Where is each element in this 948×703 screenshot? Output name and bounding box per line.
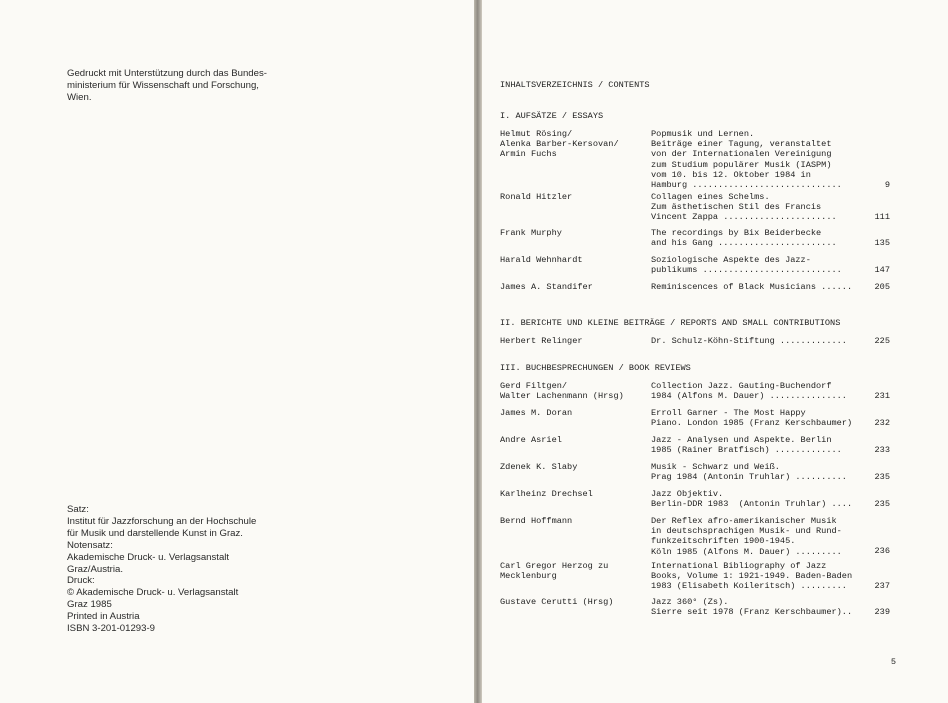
book-gutter — [474, 0, 482, 703]
entry-title: Reminiscences of Black Musicians ...... — [651, 282, 853, 292]
entry-author: Karlheinz Drechsel — [500, 489, 593, 499]
imprint-line: Printed in Austria — [67, 611, 140, 623]
imprint-line: Satz: — [67, 504, 89, 515]
imprint-line: Graz 1985 — [67, 599, 112, 611]
entry-author: Andre Asriel — [500, 435, 562, 445]
note-line: Wien. — [67, 91, 92, 103]
entry-page-number: 147 — [874, 265, 890, 275]
imprint-line: für Musik und darstellende Kunst in Graz. — [67, 527, 243, 539]
note-line: Gedruckt mit Unterstützung durch das Bundes- — [67, 68, 267, 79]
entry-page-number: 237 — [874, 581, 890, 591]
right-page — [482, 0, 948, 703]
entry-page-number: 111 — [874, 212, 890, 222]
printing-support-note — [67, 68, 297, 104]
entry-title: Collagen eines Schelms. Zum ästhetischen Stil des Francis Vincent Zappa ...................... — [651, 192, 837, 223]
entry-author: Helmut Rösing/ Alenka Barber-Kersovan/ Armin Fuchs — [500, 129, 619, 160]
entry-author: Bernd Hoffmann — [500, 516, 573, 526]
contents-heading: INHALTSVERZEICHNIS / CONTENTS — [500, 80, 650, 90]
entry-author: Gustave Cerutti (Hrsg) — [500, 597, 614, 607]
entry-author: Zdenek K. Slaby — [500, 462, 578, 472]
entry-title: Dr. Schulz-Köhn-Stiftung ............. — [651, 336, 847, 346]
section-heading-essays: I. AUFSÄTZE / ESSAYS — [500, 111, 604, 121]
entry-title: Musik - Schwarz und Weiß. Prag 1984 (Antonin Truhlar) .......... — [651, 462, 847, 483]
toc — [500, 0, 890, 703]
entry-title: Soziologische Aspekte des Jazz- publikums ........................... — [651, 255, 842, 276]
entry-page-number: 235 — [874, 472, 890, 482]
entry-title: Erroll Garner - The Most Happy Piano. London 1985 (Franz Kerschbaumer) — [651, 408, 853, 429]
entry-title: The recordings by Bix Beiderbecke and his Gang ....................... — [651, 228, 837, 249]
entry-title: Jazz Objektiv. Berlin-DDR 1983 (Antonin Truhlar) .... — [651, 489, 853, 510]
entry-page-number: 232 — [874, 418, 890, 428]
entry-author: Frank Murphy — [500, 228, 562, 238]
entry-page-number: 231 — [874, 391, 890, 401]
imprint-line: Akademische Druck- u. Verlagsanstalt — [67, 551, 230, 563]
imprint-line: Institut für Jazzforschung an der Hochschule — [67, 515, 257, 527]
section-heading-reports: II. BERICHTE UND KLEINE BEITRÄGE / REPORTS AND SMALL CONTRIBUTIONS — [500, 318, 841, 328]
section-heading-book-reviews: III. BUCHBESPRECHUNGEN / BOOK REVIEWS — [500, 363, 691, 373]
entry-page-number: 239 — [874, 607, 890, 617]
entry-title: International Bibliography of Jazz Books, Volume 1: 1921-1949. Baden-Baden 1983 (Elisabeth Koileritsch) ......... — [651, 561, 853, 592]
entry-page-number: 235 — [874, 499, 890, 509]
entry-author: Herbert Relinger — [500, 336, 583, 346]
entry-page-number: 135 — [874, 238, 890, 248]
note-line: ministerium für Wissenschaft und Forschung, — [67, 79, 259, 91]
entry-author: Harald Wehnhardt — [500, 255, 583, 265]
entry-title: Jazz 360° (Zs). Sierre seit 1978 (Franz Kerschbaumer).. — [651, 597, 853, 618]
imprint-line: Druck: — [67, 575, 95, 587]
entry-title: Collection Jazz. Gauting-Buchendorf 1984 (Alfons M. Dauer) ............... — [651, 381, 847, 402]
entry-author: James A. Standifer — [500, 282, 593, 292]
entry-page-number: 233 — [874, 445, 890, 455]
imprint-block — [67, 504, 307, 635]
entry-author: Gerd Filtgen/ Walter Lachenmann (Hrsg) — [500, 381, 624, 402]
entry-title: Jazz - Analysen und Aspekte. Berlin 1985 (Rainer Bratfisch) ............. — [651, 435, 842, 456]
entry-author: Ronald Hitzler — [500, 192, 573, 202]
imprint-line: © Akademische Druck- u. Verlagsanstalt — [67, 587, 239, 599]
entry-page-number: 205 — [874, 282, 890, 292]
imprint-line: ISBN 3-201-01293-9 — [67, 623, 155, 635]
entry-title: Der Reflex afro-amerikanischer Musik in deutschsprachigen Musik- und Rund- funkzeitschriften 1900-1945. Köln 1985 (Alfons M. Dauer) ......... — [651, 516, 842, 557]
entry-author: James M. Doran — [500, 408, 573, 418]
entry-page-number: 225 — [874, 336, 890, 346]
imprint-line: Graz/Austria. — [67, 563, 123, 575]
page-number: 5 — [890, 657, 896, 667]
entry-title: Popmusik und Lernen. Beiträge einer Tagung, veranstaltet von der Internationalen Vereinigung zum Studium populärer Musik (IASPM) vom 10. bis 12. Oktober 1984 in Hamburg ............................. — [651, 129, 842, 191]
imprint-line: Notensatz: — [67, 539, 113, 551]
entry-page-number: 9 — [884, 180, 890, 190]
entry-author: Carl Gregor Herzog zu Mecklenburg — [500, 561, 609, 582]
entry-page-number: 236 — [874, 546, 890, 556]
